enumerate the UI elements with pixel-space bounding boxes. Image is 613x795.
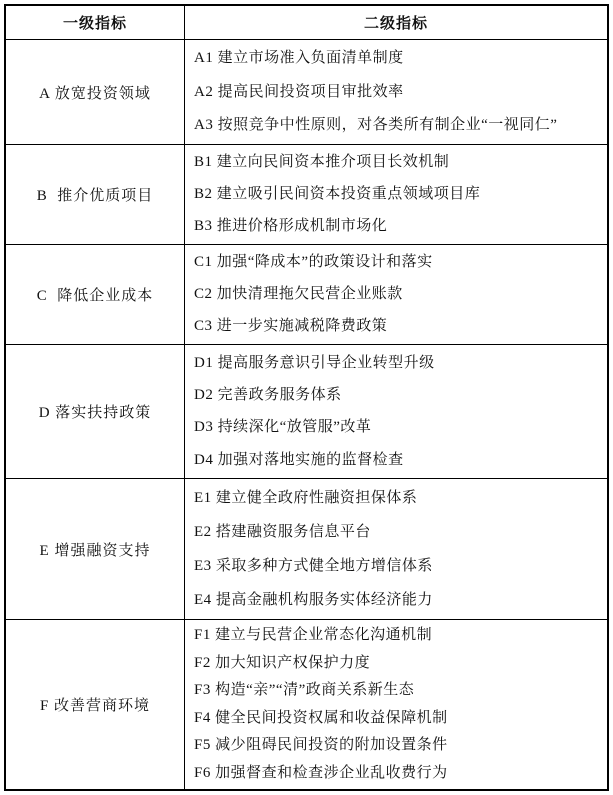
level2-cell-b [184,145,607,244]
table-header-row [6,6,607,39]
level2-cell-d [184,345,607,478]
indicator-item-c1: C1 加强“降成本”的政策设计和落实 [194,254,433,271]
indicator-item-a2: A2 提高民间投资项目审批效率 [194,83,404,100]
indicator-item-b3: B3 推进价格形成机制市场化 [194,217,388,234]
table-row-c [6,244,607,344]
level1-cell-a: A 放宽投资领域 [39,85,151,102]
level1-cell-e: E 增强融资支持 [39,542,151,559]
level2-cell-c [184,245,607,344]
indicator-item-c3: C3 进一步实施减税降费政策 [194,317,388,334]
header-level2: 二级指标 [184,6,607,39]
indicator-item-f4: F4 健全民间投资权属和收益保障机制 [194,709,448,726]
table-row-e [6,478,607,619]
indicator-item-b2: B2 建立吸引民间资本投资重点领域项目库 [194,186,481,203]
indicator-item-c2: C2 加快清理拖欠民营企业账款 [194,286,403,303]
header-level1: 一级指标 [62,16,127,32]
level1-cell-f: F 改善营商环境 [39,698,151,714]
level1-cell-c: C 降低企业成本 [36,288,154,304]
indicator-item-f6: F6 加强督查和检查涉企业乱收费行为 [194,764,448,781]
level2-cell-f [184,620,607,789]
indicator-item-b1: B1 建立向民间资本推介项目长效机制 [194,154,450,171]
indicator-item-f5: F5 减少阻碍民间投资的附加设置条件 [194,737,448,754]
table-row-b [6,144,607,244]
level1-cell-d: D 落实扶持政策 [38,405,152,421]
indicator-item-e3: E3 采取多种方式健全地方增信体系 [194,557,433,574]
table-row-a [6,39,607,144]
indicator-item-e4: E4 提高金融机构服务实体经济能力 [194,591,433,608]
indicator-item-e2: E2 搭建融资服务信息平台 [194,523,371,540]
indicator-item-f2: F2 加大知识产权保护力度 [194,654,371,671]
table-row-f [6,619,607,789]
indicator-item-d1: D1 提高服务意识引导企业转型升级 [194,354,435,371]
level1-cell-b: B 推介优质项目 [36,188,154,204]
level2-cell-e [184,479,607,619]
indicator-item-d2: D2 完善政务服务体系 [194,387,342,403]
indicator-item-d3: D3 持续深化“放管服”改革 [194,419,372,436]
indicator-item-a3: A3 按照竞争中性原则，对各类所有制企业“一视同仁” [194,116,558,133]
indicator-item-d4: D4 加强对落地实施的监督检查 [194,451,404,468]
indicator-item-a1: A1 建立市场准入负面清单制度 [194,50,404,67]
table-row-d [6,344,607,478]
indicator-item-e1: E1 建立健全政府性融资担保体系 [194,489,418,506]
indicator-item-f3: F3 构造“亲”“清”政商关系新生态 [194,682,415,699]
indicator-table [4,4,609,791]
level2-cell-a [184,40,607,144]
indicator-item-f1: F1 建立与民营企业常态化沟通机制 [194,627,433,644]
